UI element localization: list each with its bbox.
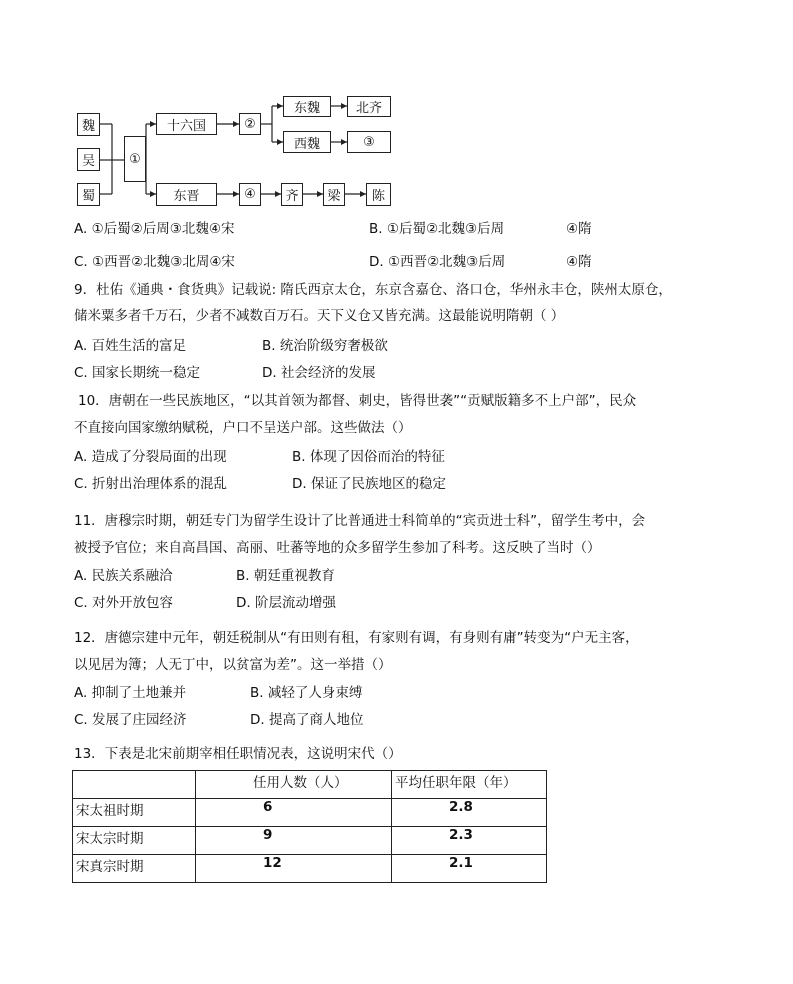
- q12-option-d: D. 提高了商人地位: [250, 712, 364, 728]
- q11-stem-line1: 11．唐穆宗时期，朝廷专门为留学生设计了比普通进士科简单的“宾贡进士科”，留学生考中，会: [74, 513, 646, 529]
- table-row: [73, 799, 547, 827]
- q12-option-c: C. 发展了庄园经济: [74, 712, 187, 728]
- q10-stem-line1: 10．唐朝在一些民族地区，“以其首领为都督、刺史，皆得世袭”“贡赋版籍多不上户部”，民众: [78, 393, 637, 409]
- box-west-wei: 西魏: [283, 131, 331, 153]
- q10-option-c: C. 折射出治理体系的混乱: [74, 476, 228, 492]
- q11-option-a: A. 民族关系融洽: [74, 568, 173, 584]
- q12-option-a: A. 抑制了土地兼并: [74, 685, 187, 701]
- table-cell-period: 宋真宗时期: [73, 855, 196, 883]
- box-east-wei: 东魏: [283, 96, 331, 117]
- table-cell-period: 宋太祖时期: [73, 799, 196, 827]
- q8-option-b: B. ①后蜀②北魏③后周: [369, 221, 505, 237]
- box-sixteen-kingdoms: 十六国: [156, 113, 217, 135]
- table-header-cell: [73, 771, 196, 799]
- q8-option-d-tail: ④隋: [566, 254, 592, 270]
- table-cell-period: 宋太宗时期: [73, 827, 196, 855]
- table-cell-count: 6: [196, 799, 392, 827]
- table-row: [73, 855, 547, 883]
- box-wu: 吴: [77, 148, 100, 171]
- q10-option-a: A. 造成了分裂局面的出现: [74, 449, 227, 465]
- q8-option-a: A. ①后蜀②后周③北魏④宋: [74, 221, 235, 237]
- q12-option-b: B. 减轻了人身束缚: [250, 685, 363, 701]
- q10-stem-line2: 不直接向国家缴纳赋税，户口不呈送户部。这些做法（）: [74, 420, 412, 436]
- q11-option-b: B. 朝廷重视教育: [236, 568, 335, 584]
- q12-stem-line1: 12．唐德宗建中元年，朝廷税制从“有田则有租，有家则有调，有身则有庸”转变为“户无主客，: [74, 630, 639, 646]
- q10-option-b: B. 体现了因俗而治的特征: [292, 449, 445, 465]
- q8-option-b-tail: ④隋: [566, 221, 592, 237]
- chancellor-table: [72, 770, 547, 883]
- q9-option-c: C. 国家长期统一稳定: [74, 365, 201, 381]
- box-north-qi: 北齐: [347, 96, 391, 117]
- box-shu: 蜀: [77, 183, 100, 206]
- table-cell-years: 2.8: [392, 799, 547, 827]
- box-circle-3: ③: [347, 131, 391, 153]
- box-circle-4: ④: [239, 183, 261, 206]
- q9-option-b: B. 统治阶级穷奢极欲: [262, 338, 388, 354]
- box-circle-2: ②: [239, 113, 261, 135]
- box-chen: 陈: [366, 183, 391, 206]
- box-qi: 齐: [281, 183, 303, 206]
- q12-stem-line2: 以见居为簿；人无丁中，以贫富为差”。这一举措（）: [74, 657, 392, 673]
- q13-stem: 13．下表是北宋前期宰相任职情况表，这说明宋代（）: [74, 746, 402, 762]
- q11-stem-line2: 被授予官位；来自高昌国、高丽、吐蕃等地的众多留学生参加了科考。这反映了当时（）: [74, 540, 601, 556]
- box-liang: 梁: [323, 183, 345, 206]
- table-cell-count: 9: [196, 827, 392, 855]
- table-header-row: [73, 771, 547, 799]
- q10-option-d: D. 保证了民族地区的稳定: [292, 476, 446, 492]
- q9-stem-line1: 9．杜佑《通典・食货典》记载说: 隋氏西京太仓，东京含嘉仓、洛口仓，华州永丰仓，陕州太原仓，: [74, 282, 672, 298]
- table-row: [73, 827, 547, 855]
- box-wei: 魏: [77, 113, 100, 136]
- table-cell-years: 2.3: [392, 827, 547, 855]
- q9-option-a: A. 百姓生活的富足: [74, 338, 187, 354]
- q11-option-c: C. 对外开放包容: [74, 595, 174, 611]
- box-circle-1: ①: [124, 136, 146, 182]
- q8-option-d: D. ①西晋②北魏③后周: [369, 254, 506, 270]
- table-header-cell: 任用人数（人）: [196, 771, 392, 799]
- q9-stem-line2: 储米粟多者千万石，少者不减数百万石。天下义仓又皆充满。这最能说明隋朝（ ）: [74, 308, 565, 324]
- table-cell-years: 2.1: [392, 855, 547, 883]
- q11-option-d: D. 阶层流动增强: [236, 595, 336, 611]
- table-header-cell: 平均任职年限（年）: [392, 771, 547, 799]
- table-cell-count: 12: [196, 855, 392, 883]
- box-east-jin: 东晋: [156, 183, 217, 206]
- q8-option-c: C. ①西晋②北魏③北周④宋: [74, 254, 235, 270]
- q9-option-d: D. 社会经济的发展: [262, 365, 376, 381]
